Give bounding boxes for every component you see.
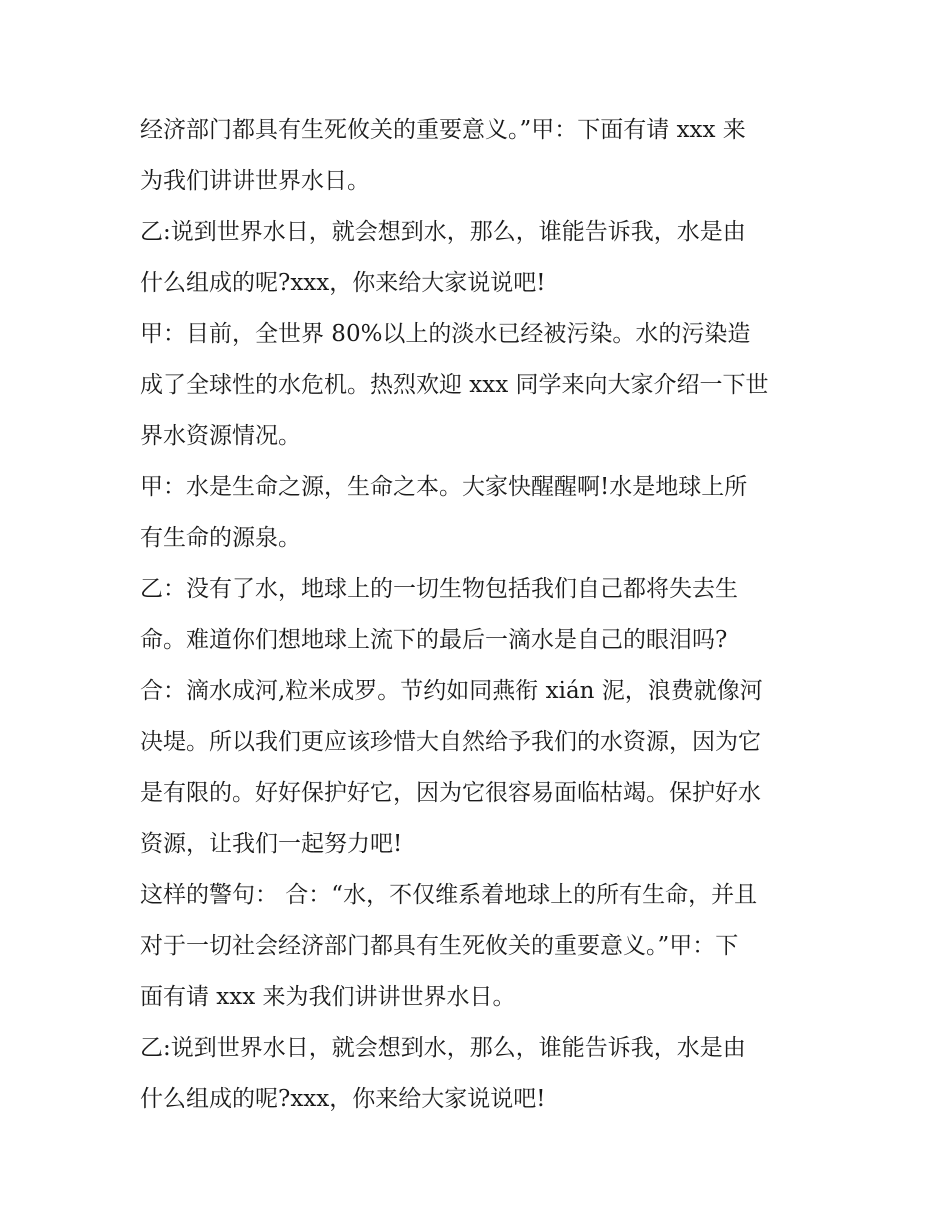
text-line: 乙:说到世界水日，就会想到水，那么，谁能告诉我，水是由 (140, 1035, 746, 1061)
text-line: 什么组成的呢?xxx，你来给大家说说吧! (140, 270, 546, 296)
text-line: 什么组成的呢?xxx，你来给大家说说吧! (140, 1086, 546, 1112)
text-line: 甲：目前，全世界 80%以上的淡水已经被污染。水的污染造 (140, 321, 751, 347)
text-line: 是有限的。好好保护好它，因为它很容易面临枯竭。保护好水 (140, 780, 761, 806)
text-line: 决堤。所以我们更应该珍惜大自然给予我们的水资源，因为它 (140, 729, 761, 755)
text-line: 乙:说到世界水日，就会想到水，那么，谁能告诉我，水是由 (140, 219, 746, 245)
text-line: 这样的警句： 合：“水，不仅维系着地球上的所有生命，并且 (140, 882, 758, 908)
text-line: 资源，让我们一起努力吧! (140, 831, 403, 857)
text-line: 甲：水是生命之源，生命之本。大家快醒醒啊!水是地球上所 (140, 474, 748, 500)
text-line: 为我们讲讲世界水日。 (140, 168, 370, 194)
text-line: 对于一切社会经济部门都具有生死攸关的重要意义。”甲：下 (140, 933, 739, 959)
text-line: 乙：没有了水，地球上的一切生物包括我们自己都将失去生 (140, 576, 738, 602)
text-line: 有生命的源泉。 (140, 525, 301, 551)
text-line: 命。难道你们想地球上流下的最后一滴水是自己的眼泪吗? (140, 627, 728, 653)
text-line: 面有请 xxx 来为我们讲讲世界水日。 (140, 984, 516, 1010)
text-line: 经济部门都具有生死攸关的重要意义。”甲：下面有请 xxx 来 (140, 117, 746, 143)
text-line: 界水资源情况。 (140, 423, 301, 449)
text-line: 成了全球性的水危机。热烈欢迎 xxx 同学来向大家介绍一下世 (140, 372, 769, 398)
text-line: 合：滴水成河,粒米成罗。节约如同燕衔 xián 泥，浪费就像河 (140, 678, 763, 704)
document-body (140, 105, 820, 1125)
